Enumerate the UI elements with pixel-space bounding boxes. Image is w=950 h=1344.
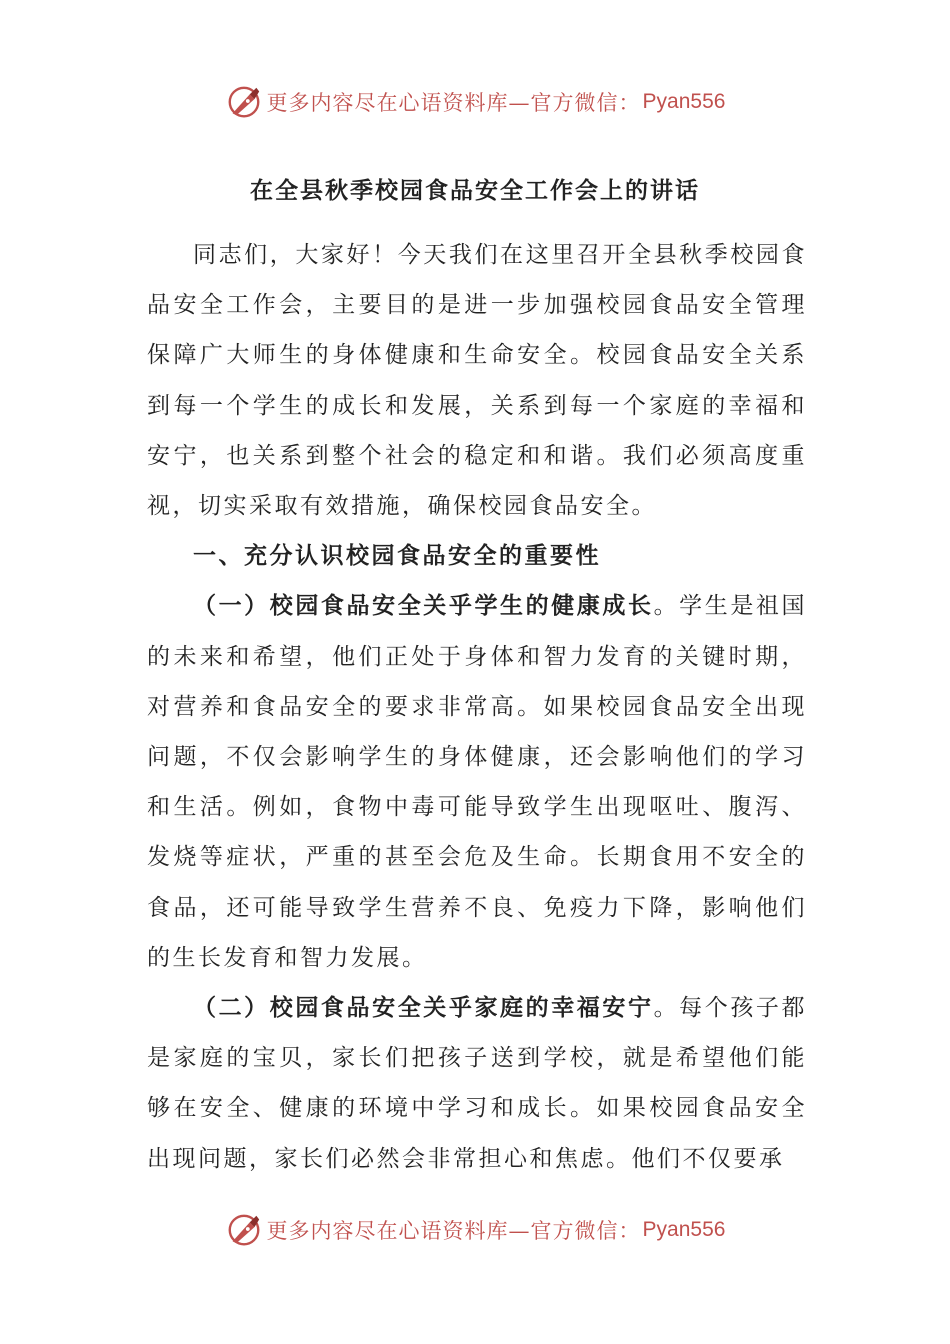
section-heading: 一、充分认识校园食品安全的重要性 — [193, 543, 601, 570]
watermark-banner-bottom — [0, 1210, 950, 1250]
pen-nib-logo-icon — [225, 83, 263, 121]
paragraph-1 — [147, 581, 807, 983]
paragraph-1-body: 。学生是祖国的未来和希望，他们正处于身体和智力发育的关键时期，对营养和食品安全的要求非常高。如果校园食品安全出现问题，不仅会影响学生的身体健康，还会影响他们的学习和生活。例如，食物中毒可能导致学生出现呕吐、腹泻、发烧等症状，严重的甚至会危及生命。长期食用不安全的食品，还可能导致学生营养不良、免疫力下降，影响他们的生长发育和智力发展。 — [147, 593, 808, 971]
watermark-text: 更多内容尽在心语资料库—官方微信： — [266, 1219, 641, 1243]
document-title: 在全县秋季校园食品安全工作会上的讲话 — [250, 178, 700, 204]
paragraph-2 — [147, 983, 807, 1184]
watermark-wechat-id: Pyan556 — [642, 90, 726, 113]
paragraph-2-body: 。每个孩子都是家庭的宝贝，家长们把孩子送到学校，就是希望他们能够在安全、健康的环境中学习和成长。如果校园食品安全出现问题，家长们必然会非常担心和焦虑。他们不仅要承 — [147, 995, 808, 1172]
watermark-banner-top — [0, 82, 950, 122]
pen-nib-logo-icon — [225, 1211, 263, 1249]
watermark-text: 更多内容尽在心语资料库—官方微信： — [266, 91, 641, 115]
document-body — [147, 230, 807, 1184]
watermark-wechat-id: Pyan556 — [642, 1218, 726, 1241]
paragraph-1-lead: （一）校园食品安全关乎学生的健康成长 — [193, 593, 654, 620]
paragraph-2-lead: （二）校园食品安全关乎家庭的幸福安宁 — [193, 995, 654, 1022]
intro-paragraph: 同志们，大家好！今天我们在这里召开全县秋季校园食品安全工作会，主要目的是进一步加强校园食品安全管理保障广大师生的身体健康和生命安全。校园食品安全关系到每一个学生的成长和发展，关系到每一个家庭的幸福和安宁，也关系到整个社会的稳定和和谐。我们必须高度重视，切实采取有效措施，确保校园食品安全。 — [147, 242, 807, 520]
